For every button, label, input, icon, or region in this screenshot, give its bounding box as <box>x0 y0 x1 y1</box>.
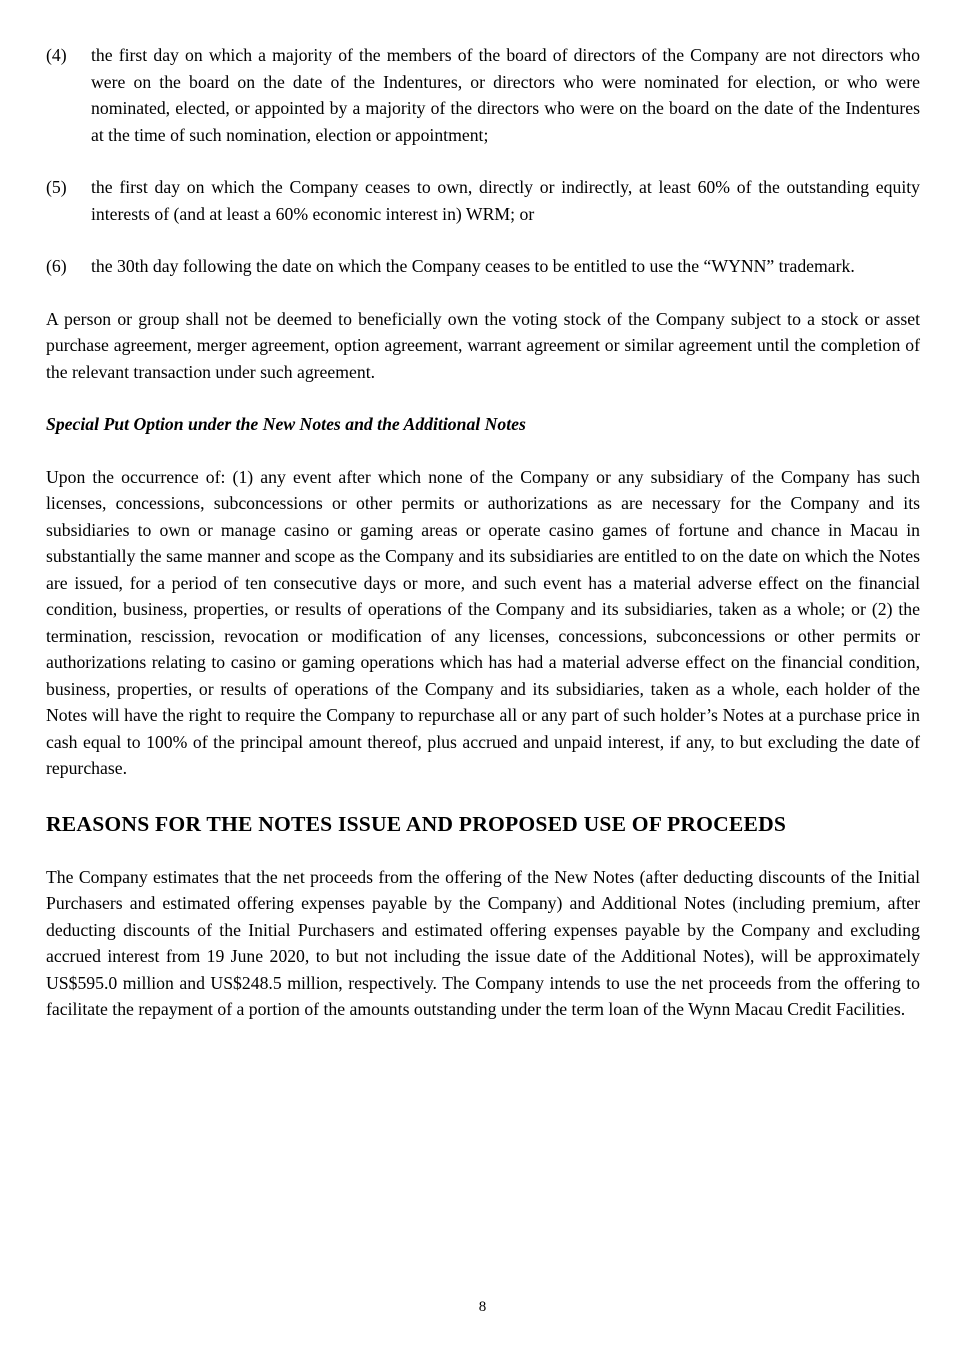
paragraph-special-put-option: Upon the occurrence of: (1) any event after which none of the Company or any subsidiary of the Company has such licenses, concessions, subconcessions or other permits or authorizations as are necessary for the Company and its subsidiaries to own or manage casino or gaming areas or operate casino games of fortune and chance in Macau in substantially the same manner and scope as the Company and its subsidiaries are entitled to on the date on which the Notes are issued, for a period of ten consecutive days or more, and such event has a material adverse effect on the financial condition, business, properties, or results of operations of the Company and its subsidiaries, taken as a whole; or (2) the termination, rescission, revocation or modification of any licenses, concessions, subconcessions or other permits or authorizations relating to casino or gaming operations which has had a material adverse effect on the financial condition, business, properties, or results of operations of the Company and its subsidiaries, taken as a whole, each holder of the Notes will have the right to require the Company to repurchase all or any part of such holder’s Notes at a purchase price in cash equal to 100% of the principal amount thereof, plus accrued and unpaid interest, if any, to but excluding the date of repurchase. <box>46 466 920 778</box>
paragraph-beneficial-ownership: A person or group shall not be deemed to beneficially own the voting stock of the Company subject to a stock or asset purchase agreement, merger agreement, option agreement, warrant agreement or similar agreement until the completion of the relevant transaction under such agreement. <box>46 308 920 382</box>
list-item-5 <box>46 174 920 227</box>
list-item-4-text: the first day on which a majority of the members of the board of directors of the Company are not directors who were on the board on the date of the Indentures, or directors who were nominated for election, or who were nominated, elected, or appointed by a majority of the directors who were on the board on the date of the Indentures at the time of such nomination, election or appointment; <box>91 45 920 145</box>
page-number: 8 <box>478 1299 487 1315</box>
list-item-6 <box>46 253 920 280</box>
paragraph-use-of-proceeds: The Company estimates that the net proceeds from the offering of the New Notes (after deducting discounts of the Initial Purchasers and estimated offering expenses payable by the Company) and Additional Notes (including premium, after deducting discounts of the Initial Purchasers and estimated offering expenses payable by the Company and excluding accrued interest from 19 June 2020, to but not including the issue date of the Additional Notes), will be approximately US$595.0 million and US$248.5 million, respectively. The Company intends to use the net proceeds from the offering to facilitate the repayment of a portion of the amounts outstanding under the term loan of the Wynn Macau Credit Facilities. <box>46 866 920 1019</box>
list-item-4-marker: (4) <box>46 45 67 65</box>
list-item-6-marker: (6) <box>46 256 67 276</box>
list-item-5-marker: (5) <box>46 177 67 197</box>
heading-reasons-for-notes-issue: REASONS FOR THE NOTES ISSUE AND PROPOSED USE OF PROCEEDS <box>46 811 787 836</box>
heading-special-put-option: Special Put Option under the New Notes and the Additional Notes <box>46 414 526 434</box>
list-item-4 <box>46 42 920 148</box>
list-item-5-text: the first day on which the Company ceases to own, directly or indirectly, at least 60% of the outstanding equity interests of (and at least a 60% economic interest in) WRM; or <box>91 177 920 224</box>
list-item-6-text: the 30th day following the date on which the Company ceases to be entitled to use the “WYNN” trademark. <box>91 256 855 276</box>
